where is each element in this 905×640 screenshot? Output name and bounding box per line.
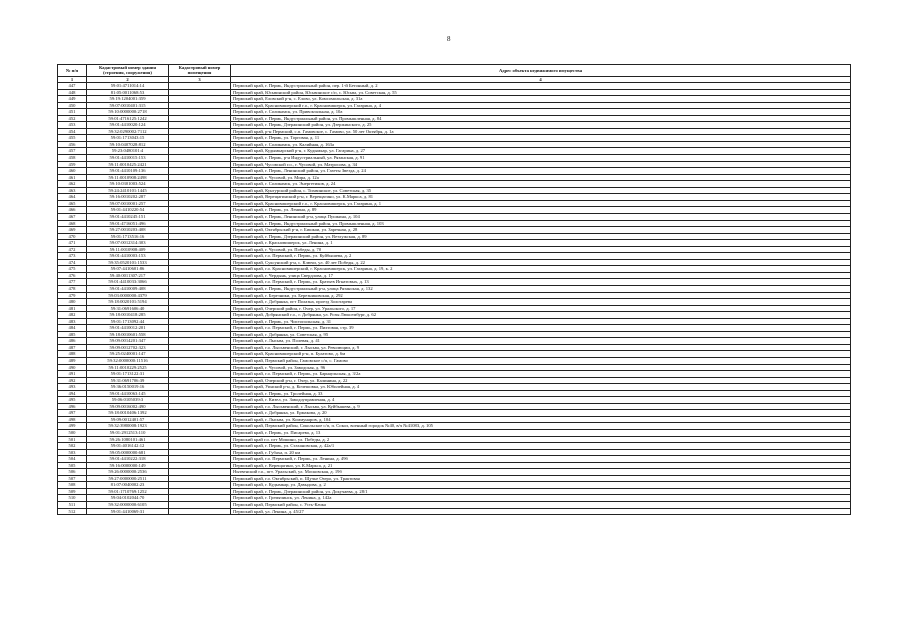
row-number: 502	[58, 443, 87, 450]
property-address: Пермский край, г. Кизел, ул. Заводоуправления, д. 4	[231, 397, 851, 404]
cadastral-number: 59:32:0000000:6105	[87, 502, 169, 509]
cadastral-number: 59:35:0520101:1533	[87, 259, 169, 266]
property-address: Пермский край, г. Пермь, Индустриальный район, ул. Промышленная, д. 103	[231, 220, 851, 227]
table-row	[58, 508, 851, 515]
cadastral-number: 59:32:3980008:1923	[87, 423, 169, 430]
row-number: 489	[58, 357, 87, 364]
property-address: Пермский край, Юсьвинский район, Юсьвинское с/п, с. Юсьва, ул. Советская, д. 55	[231, 89, 851, 96]
row-number: 474	[58, 259, 87, 266]
row-number: 498	[58, 416, 87, 423]
row-number: 491	[58, 371, 87, 378]
row-number: 462	[58, 181, 87, 188]
row-number: 451	[58, 109, 87, 116]
column-number: 3	[169, 76, 231, 82]
cadastral-number: 59:01:4410109:136	[87, 168, 169, 175]
property-registry-table	[57, 64, 851, 515]
property-address: Пермский край, г. Соликамск, ул. Привокзальная, д. 10а	[231, 109, 851, 116]
property-address: Пермский край, г. Чусовой, ул. Победы, д. 70	[231, 246, 851, 253]
row-number: 497	[58, 410, 87, 417]
property-address: Пермский край, г. Пермь, ул. Тролейная, д. 33	[231, 390, 851, 397]
property-address: Пермский край, г.о. Пермский, г. Пермь, ул. Барнаульская, д. 3/2а	[231, 371, 851, 378]
row-number: 476	[58, 272, 87, 279]
property-address: Пермский край, г.о. Октябрьский, п. Щучье Озеро, ул. Трактовая	[231, 475, 851, 482]
row-number: 457	[58, 148, 87, 155]
cadastral-number: 59:09:0014201:347	[87, 338, 169, 345]
cadastral-number: 59:01:4016142:12	[87, 443, 169, 450]
cadastral-number: 59:01:1710769:1252	[87, 488, 169, 495]
header-room: Кадастровый номер помещения	[169, 65, 231, 77]
property-address: Пермский край, г. Добрянка, пгт Полазна, проезд Золотарева	[231, 299, 851, 306]
row-number: 504	[58, 456, 87, 463]
property-address: Пермский край, г. Добрянка, ул. Советская, д. 95	[231, 331, 851, 338]
cadastral-number: 59:27:0000000:2511	[87, 475, 169, 482]
property-address: Пермский край, Красновишерский г.о., г. Красновишерск, ул. Гагарина, д. 1	[231, 200, 851, 207]
property-address: Пермский край, г. Чердынь, улица Свердлова, д. 17	[231, 272, 851, 279]
cadastral-number: 59:18:0010601:558	[87, 331, 169, 338]
row-number: 485	[58, 331, 87, 338]
row-number: 508	[58, 482, 87, 489]
header-cadastral: Кадастровый номер здания (строения, сооружения)	[87, 65, 169, 77]
property-address: Пермский край, г. Чусовой, ул. Заводская, д. 96	[231, 364, 851, 371]
cadastral-number: 59:01:4410069:31	[87, 508, 169, 515]
row-number: 458	[58, 155, 87, 162]
property-address: Пермский край, г. Пермь, р-н Индустриальный, ул. Рязанская, д. 91	[231, 155, 851, 162]
row-number: 461	[58, 174, 87, 181]
row-number: 484	[58, 325, 87, 332]
property-address: Пермский край, Красновишерский р-н, п. Булатово, д. 6м	[231, 351, 851, 358]
property-address: Пермский край, г.о. Лысьвенский, г. Лысьва, ул. Куйбышева, д. 9	[231, 403, 851, 410]
row-number: 448	[58, 89, 87, 96]
property-address: Пермский край, Пермский район, Гамовское с/п, с. Гамово	[231, 357, 851, 364]
cadastral-number: 59:11:0010908:409	[87, 246, 169, 253]
cadastral-number: 59:31:0691706:39	[87, 377, 169, 384]
property-address: Пермский край, г. Пермь, ул. Торговая, д. 11	[231, 135, 851, 142]
row-number: 475	[58, 266, 87, 273]
row-number: 507	[58, 475, 87, 482]
property-address: Пермский край, г. Верещагино, ул. К.Маркса, д. 21	[231, 462, 851, 469]
property-address: Пермский край, г.о. Пермский, г. Пермь, ул. Ленина, д. 49б	[231, 456, 851, 463]
property-address: Пермский край, г. Лысьва, ул. Коммунаров, д. 104	[231, 416, 851, 423]
property-address: Пермский край, г. Пермь, Индустриальный район, пер. 1-й Бетонный, д. 2	[231, 83, 851, 90]
property-address: Пермский край, г. Соликамск, ул. Калийная, д. 163а	[231, 141, 851, 148]
property-address: Пермский край, Очерский район, г. Очер, ул. Уральского, д. 17	[231, 305, 851, 312]
cadastral-number: 81:05:0011068:53	[87, 89, 169, 96]
table-header-row	[58, 65, 851, 77]
property-address: Пермский край, Чусовской г.о., г. Чусовой, ул. Матросова, д. 34	[231, 161, 851, 168]
property-address: Пермский край, Кудымкарский р-н, г. Кудымкар, ул. Гагарина, д. 27	[231, 148, 851, 155]
cadastral-number: 59:01:1713516:16	[87, 233, 169, 240]
cadastral-number: 59:26:0000000:2536	[87, 469, 169, 476]
cadastral-number: 59:01:4410033:3066	[87, 279, 169, 286]
cadastral-number: 59:32:0000000:11516	[87, 357, 169, 364]
row-number: 488	[58, 351, 87, 358]
cadastral-number: 59:01:4410220:54	[87, 207, 169, 214]
row-number: 500	[58, 430, 87, 437]
column-number: 1	[58, 76, 87, 82]
property-address: Пермский край, Пермский район, с. Усть-Качка	[231, 502, 851, 509]
row-number: 466	[58, 207, 87, 214]
cadastral-number: 59:27:0010203:408	[87, 227, 169, 234]
row-number: 447	[58, 83, 87, 90]
cadastral-number: 59:09:0016002:490	[87, 403, 169, 410]
property-address: Пермский край, г. Пермь, Индустриальный р-н, улица Рязанская, д. 132	[231, 285, 851, 292]
property-address: Пермский край, г.о. Пермский, г. Пермь, ул. Пихтовая, стр. 39	[231, 325, 851, 332]
property-address: Пермский край, Уинский р-н, д. Кочешовка, ул. Юбилейная, д. 4	[231, 384, 851, 391]
cadastral-number: 59:01:2912513:110	[87, 430, 169, 437]
cadastral-number: 59:04:0102044:70	[87, 495, 169, 502]
property-address: Пермский край, ул. Ленина, д. 45/27	[231, 508, 851, 515]
row-number: 506	[58, 469, 87, 476]
property-address: Пермский край, Суксунский р-н, с. Ключи, ул. 40 лет Победы, д. 22	[231, 259, 851, 266]
row-number: 472	[58, 246, 87, 253]
cadastral-number: 59:09:0012401:57	[87, 416, 169, 423]
property-address: Пермский край, г.о. Лысьвенский, г. Лысьва, ул. Революции, д. 9	[231, 344, 851, 351]
row-number: 505	[58, 462, 87, 469]
header-num: № п/п	[58, 65, 87, 77]
cadastral-number: 59:40:0011307:217	[87, 272, 169, 279]
property-address: Пермский край, г. Пермь, Дзержинский район, ул. Докучаева, д. 28/1	[231, 488, 851, 495]
cadastral-number: 59:09:0012702:323	[87, 344, 169, 351]
cadastral-number: 59:05:0000000:681	[87, 449, 169, 456]
cadastral-number: 59:01:4716125:1242	[87, 115, 169, 122]
cadastral-number: 81:07:0040002:23	[87, 482, 169, 489]
property-address: Пермский край, г. Лысьва, ул. Полевая, д. 41	[231, 338, 851, 345]
row-number: 483	[58, 318, 87, 325]
property-address: Пермский край, г. Кудымкар, ул. Давыдова, д. 2	[231, 482, 851, 489]
row-number: 459	[58, 161, 87, 168]
room-cadastral-number	[169, 508, 231, 515]
column-number: 2	[87, 76, 169, 82]
property-address: Пермский край, г. Березники, ул. Березниковская, д. 292	[231, 292, 851, 299]
property-address: Пермский край, Верещагинский р-н, г. Верещагино, ул. К.Маркса, д. 81	[231, 194, 851, 201]
property-address: Пермский край, г. Пермь, Дзержинский район, ул. Дзержинского, д. 25	[231, 122, 851, 129]
row-number: 465	[58, 200, 87, 207]
row-number: 492	[58, 377, 87, 384]
cadastral-number: 59:01:4410009:408	[87, 285, 169, 292]
cadastral-number: 59:10:0000000:2718	[87, 109, 169, 116]
cadastral-number: 59:01:4410015:153	[87, 155, 169, 162]
property-address: Пермский край, Красновишерский г.о., г. Красновишерск, ул. Гагарина, д. 4	[231, 102, 851, 109]
cadastral-number: 59:26:1080101:461	[87, 436, 169, 443]
table-body	[58, 83, 851, 515]
property-address: Пермский край г.о. пгт Мошино, ул. Победы, д. 2	[231, 436, 851, 443]
cadastral-number: 59:06:0105039:3	[87, 397, 169, 404]
row-number: 490	[58, 364, 87, 371]
column-number: 4	[231, 76, 851, 82]
row-number: 453	[58, 122, 87, 129]
property-address: Пермский край, г.о. Красновишерский, г. Красновишерск, ул. Гагарина, д. 19, к. 2	[231, 266, 851, 273]
row-number: 454	[58, 128, 87, 135]
property-address: Пермский край, г. Пермь, Индустриальный район, ул. Промышленная, д. 84	[231, 115, 851, 122]
property-address: Пермский край, г. Добрянка, ул. Ермакова, д. 20	[231, 410, 851, 417]
cadastral-number: 59:01:4410245:151	[87, 213, 169, 220]
row-number: 496	[58, 403, 87, 410]
cadastral-number: 59:01:4410020:124	[87, 122, 169, 129]
cadastral-number: 59:16:0010202:287	[87, 194, 169, 201]
row-number: 477	[58, 279, 87, 286]
row-number: 487	[58, 344, 87, 351]
property-address: Пермский край, г. Соликамск, ул. Энергетиков, д. 24	[231, 181, 851, 188]
page-number: 8	[447, 35, 451, 43]
row-number: 479	[58, 292, 87, 299]
cadastral-number: 59:01:1713043:15	[87, 135, 169, 142]
row-number: 456	[58, 141, 87, 148]
cadastral-number: 59:01:4410012:201	[87, 325, 169, 332]
cadastral-number: 59:25:0240001:147	[87, 351, 169, 358]
row-number: 495	[58, 397, 87, 404]
row-number: 486	[58, 338, 87, 345]
cadastral-number: 59:07:0012314:303	[87, 240, 169, 247]
row-number: 478	[58, 285, 87, 292]
property-address: Пермский край, г. Пермь, ул. Писарева, д. 13	[231, 430, 851, 437]
row-number: 464	[58, 194, 87, 201]
cadastral-number: 59:32:0290002:7112	[87, 128, 169, 135]
cadastral-number: 59:23:0480101:4	[87, 148, 169, 155]
property-address: Пермский край, г. Пермь, ул. Ленина, д. 89	[231, 207, 851, 214]
row-number: 503	[58, 449, 87, 456]
cadastral-number: 59:18:0010418:285	[87, 312, 169, 319]
property-address: Пермский край, Добрянский г.о., г. Добрянка, ул. Розы Люксембург, д. 62	[231, 312, 851, 319]
row-number: 482	[58, 312, 87, 319]
cadastral-number: 59:36:0150019:16	[87, 384, 169, 391]
property-address: Пермский край, г. Чусовой, ул. Мира, д. 12а	[231, 174, 851, 181]
row-number: 481	[58, 305, 87, 312]
row-number: 499	[58, 423, 87, 430]
property-address: Пермский край, г. Пермь, Ленинский район, ул. Газеты Звезда, д. 24	[231, 168, 851, 175]
cadastral-number: 59:07:0010001:257	[87, 200, 169, 207]
row-number: 493	[58, 384, 87, 391]
header-address: Адрес объекта недвижимого имущества	[231, 65, 851, 77]
cadastral-number: 59:18:0010406:1392	[87, 410, 169, 417]
row-number: 452	[58, 115, 87, 122]
row-number: 480	[58, 299, 87, 306]
row-number: 467	[58, 213, 87, 220]
row-number: 468	[58, 220, 87, 227]
row-number: 473	[58, 253, 87, 260]
cadastral-number: 59:18:0020101:5194	[87, 299, 169, 306]
row-number: 511	[58, 502, 87, 509]
cadastral-number: 59:01:1713092:44	[87, 318, 169, 325]
row-number: 460	[58, 168, 87, 175]
cadastral-number: 59:11:0010229:2525	[87, 364, 169, 371]
cadastral-number: 59:01:1713122:31	[87, 371, 169, 378]
cadastral-number: 59:01:4410003:153	[87, 253, 169, 260]
property-address: Пермский край, г. Красновишерск, ул. Ленина, д. 1	[231, 240, 851, 247]
row-number: 501	[58, 436, 87, 443]
cadastral-number: 59:01:4716051:496	[87, 220, 169, 227]
cadastral-number: 59:07:0010401:315	[87, 102, 169, 109]
row-number: 470	[58, 233, 87, 240]
cadastral-number: 59:24:2410101:1445	[87, 187, 169, 194]
property-address: Пермский край, Кунгурский район, с. Тихвинское, ул. Советская, д. 35	[231, 187, 851, 194]
row-number: 469	[58, 227, 87, 234]
row-number: 512	[58, 508, 87, 515]
cadastral-number: 59:11:0010908:2498	[87, 174, 169, 181]
property-address: Пермский край, Октябрьский р-н, г. Бишкаи, ул. Заречная, д. 28	[231, 227, 851, 234]
property-address: Пермский край, г. Пермь, Ленинский р-н, улица Пушкина, д. 104	[231, 213, 851, 220]
property-address: Пермский край, Очерский р-н, г. Очер, ул. Калинина, д. 22	[231, 377, 851, 384]
property-address: Пермский край, Пермский район, Сокольское с/п, п. Сокол, военный городок №40, в/ч №41083, д. 105	[231, 423, 851, 430]
row-number: 471	[58, 240, 87, 247]
property-address: Пермский край, г.о. Пермский, г. Пермь, ул. Братьев Игнатовых, д. 13	[231, 279, 851, 286]
property-address: Пермский край, г. Пермь, Дзержинский район, ул. Ветлужская, д. 89	[231, 233, 851, 240]
row-number: 455	[58, 135, 87, 142]
row-number: 463	[58, 187, 87, 194]
row-number: 450	[58, 102, 87, 109]
property-address: Пермский край, г. Гремячинск, ул. Ленина, д. 142а	[231, 495, 851, 502]
property-address: Пермский край, г.о. Пермский, г. Пермь, ул. Куйбышева, д. 2	[231, 253, 851, 260]
cadastral-number: 59:10:0301003:524	[87, 181, 169, 188]
property-address: Пермский край, р-н Пермский, с.п. Гамовское, с. Гамово, ул. 50 лет Октября, д. 1а	[231, 128, 851, 135]
row-number: 510	[58, 495, 87, 502]
cadastral-number: 59:01:4410222:318	[87, 456, 169, 463]
cadastral-number: 59:16:0000000:149	[87, 462, 169, 469]
row-number: 494	[58, 390, 87, 397]
cadastral-number: 59:07:4410601:86	[87, 266, 169, 273]
property-address: Нытвенский г.о., пгт. Уральский, ул. Московская, д. 19б	[231, 469, 851, 476]
cadastral-number: 59:03:0000000:4379	[87, 292, 169, 299]
cadastral-number: 59:10:0407028:812	[87, 141, 169, 148]
cadastral-number: 59:19:1204001:359	[87, 96, 169, 103]
property-address: Пермский край, Еловский р-н, с. Елово, ул. Комсомольская, д. 31а	[231, 96, 851, 103]
row-number: 509	[58, 488, 87, 495]
property-address: Пермский край, г. Губаха, п. 20 км	[231, 449, 851, 456]
cadastral-number: 59:11:0010425:2421	[87, 161, 169, 168]
property-address: Пермский край, г. Пермь, ул. Чистопольская, д. 31	[231, 318, 851, 325]
cadastral-number: 59:01:4711014:14	[87, 83, 169, 90]
cadastral-number: 59:31:0691606:40	[87, 305, 169, 312]
row-number: 449	[58, 96, 87, 103]
property-address: Пермский край, г. Пермь, ул. Стахановская, д. 42а/1	[231, 443, 851, 450]
cadastral-number: 59:01:4410063:145	[87, 390, 169, 397]
